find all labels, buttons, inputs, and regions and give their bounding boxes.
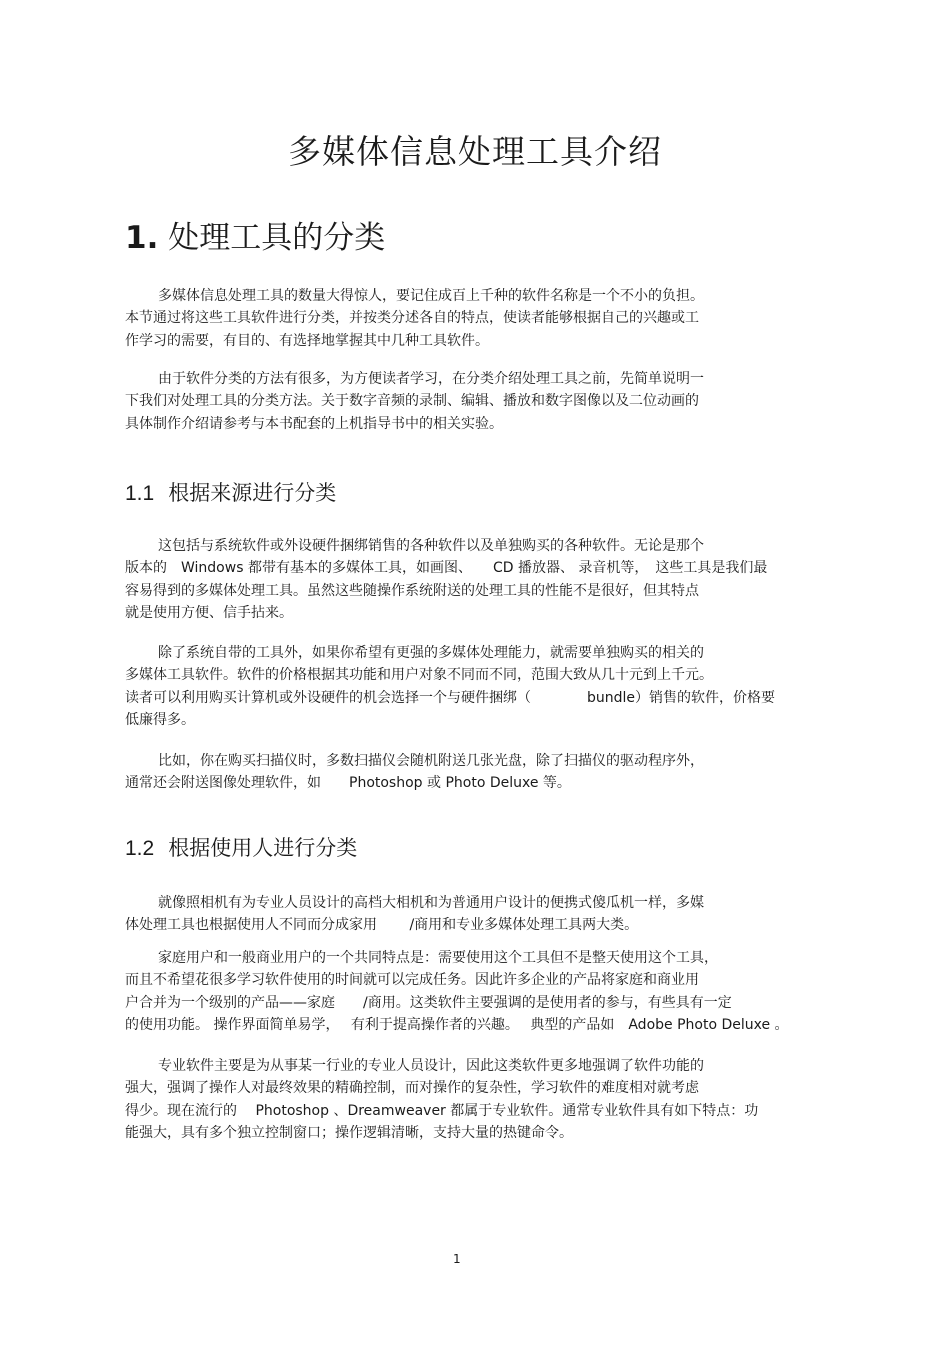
text-line: 多媒体工具软件。软件的价格根据其功能和用户对象不同而不同，范围大致从几十元到上千元。 (125, 667, 713, 684)
section-1-1-heading (125, 477, 336, 507)
text-line: 得少。现在流行的 Photoshop 、Dreamweaver 都属于专业软件。通常专业软件具有如下特点：功 (125, 1102, 759, 1119)
section-1-heading (125, 212, 385, 257)
text-line: 除了系统自带的工具外，如果你希望有更强的多媒体处理能力，就需要单独购买的相关的 (158, 645, 704, 661)
section-1-2-paragraph-2 (125, 947, 825, 1036)
section-1-2-heading (125, 832, 357, 862)
section-1-title: 处理工具的分类 (168, 220, 386, 256)
text-line: 读者可以利用购买计算机或外设硬件的机会选择一个与硬件捆绑（ bundle）销售的软件，价格要 (125, 689, 776, 706)
section-1-1-title: 根据来源进行分类 (168, 481, 337, 505)
text-line: 低廉得多。 (125, 711, 195, 728)
text-line: 版本的 Windows 都带有基本的多媒体工具，如画图、 CD 播放器、 录音机等， 这些工具是我们最 (125, 560, 768, 577)
text-line: 家庭用户和一般商业用户的一个共同特点是：需要使用这个工具但不是整天使用这个工具， (158, 950, 718, 966)
text-line: 作学习的需要，有目的、有选择地掌握其中几种工具软件。 (125, 332, 489, 349)
text-line: 通常还会附送图像处理软件，如 Photoshop 或 Photo Deluxe 等。 (125, 775, 571, 792)
section-1-1-paragraph-3 (125, 750, 825, 795)
text-line: 户合并为一个级别的产品——家庭 /商用。这类软件主要强调的是使用者的参与，有些具有一定 (125, 994, 732, 1011)
section-1-1-paragraph-1 (125, 535, 825, 624)
section-1-1-number: 1.1 (125, 482, 155, 505)
text-line: 本节通过将这些工具软件进行分类，并按类分述各自的特点，使读者能够根据自己的兴趣或工 (125, 310, 699, 327)
document-title: 多媒体信息处理工具介绍 (288, 132, 662, 171)
section-1-2-paragraph-1 (125, 892, 825, 937)
text-line: 就像照相机有为专业人员设计的高档大相机和为普通用户设计的便携式傻瓜机一样，多媒 (158, 895, 704, 911)
section-1-paragraph-2 (125, 368, 825, 435)
section-1-paragraph-1 (125, 285, 825, 352)
section-1-2-title: 根据使用人进行分类 (168, 836, 358, 860)
text-line: 比如，你在购买扫描仪时，多数扫描仪会随机附送几张光盘，除了扫描仪的驱动程序外， (158, 753, 704, 769)
text-line: 体处理工具也根据使用人不同而分成家用 /商用和专业多媒体处理工具两大类。 (125, 917, 639, 934)
section-1-1-paragraph-2 (125, 642, 825, 731)
text-line: 容易得到的多媒体处理工具。虽然这些随操作系统附送的处理工具的性能不是很好，但其特点 (125, 582, 699, 599)
section-1-2-paragraph-3 (125, 1055, 825, 1144)
text-line: 多媒体信息处理工具的数量大得惊人，要记住成百上千种的软件名称是一个不小的负担。 (158, 288, 704, 304)
text-line: 这包括与系统软件或外设硬件捆绑销售的各种软件以及单独购买的各种软件。无论是那个 (158, 538, 704, 554)
text-line: 而且不希望花很多学习软件使用的时间就可以完成任务。因此许多企业的产品将家庭和商业用 (125, 972, 699, 989)
text-line: 专业软件主要是为从事某一行业的专业人员设计，因此这类软件更多地强调了软件功能的 (158, 1058, 704, 1074)
section-1-number: 1. (125, 220, 159, 256)
text-line: 就是使用方便、信手拈来。 (125, 604, 293, 621)
text-line: 具体制作介绍请参考与本书配套的上机指导书中的相关实验。 (125, 415, 503, 432)
text-line: 由于软件分类的方法有很多，为方便读者学习，在分类介绍处理工具之前，先简单说明一 (158, 371, 704, 387)
text-line: 能强大，具有多个独立控制窗口；操作逻辑清晰，支持大量的热键命令。 (125, 1124, 573, 1141)
text-line: 下我们对处理工具的分类方法。关于数字音频的录制、编辑、播放和数字图像以及二位动画的 (125, 393, 699, 410)
section-1-2-number: 1.2 (125, 837, 155, 860)
text-line: 的使用功能。 操作界面简单易学， 有利于提高操作者的兴趣。 典型的产品如 Adobe Photo Deluxe 。 (125, 1016, 789, 1033)
text-line: 强大，强调了操作人对最终效果的精确控制，而对操作的复杂性，学习软件的难度相对就考虑 (125, 1080, 699, 1097)
